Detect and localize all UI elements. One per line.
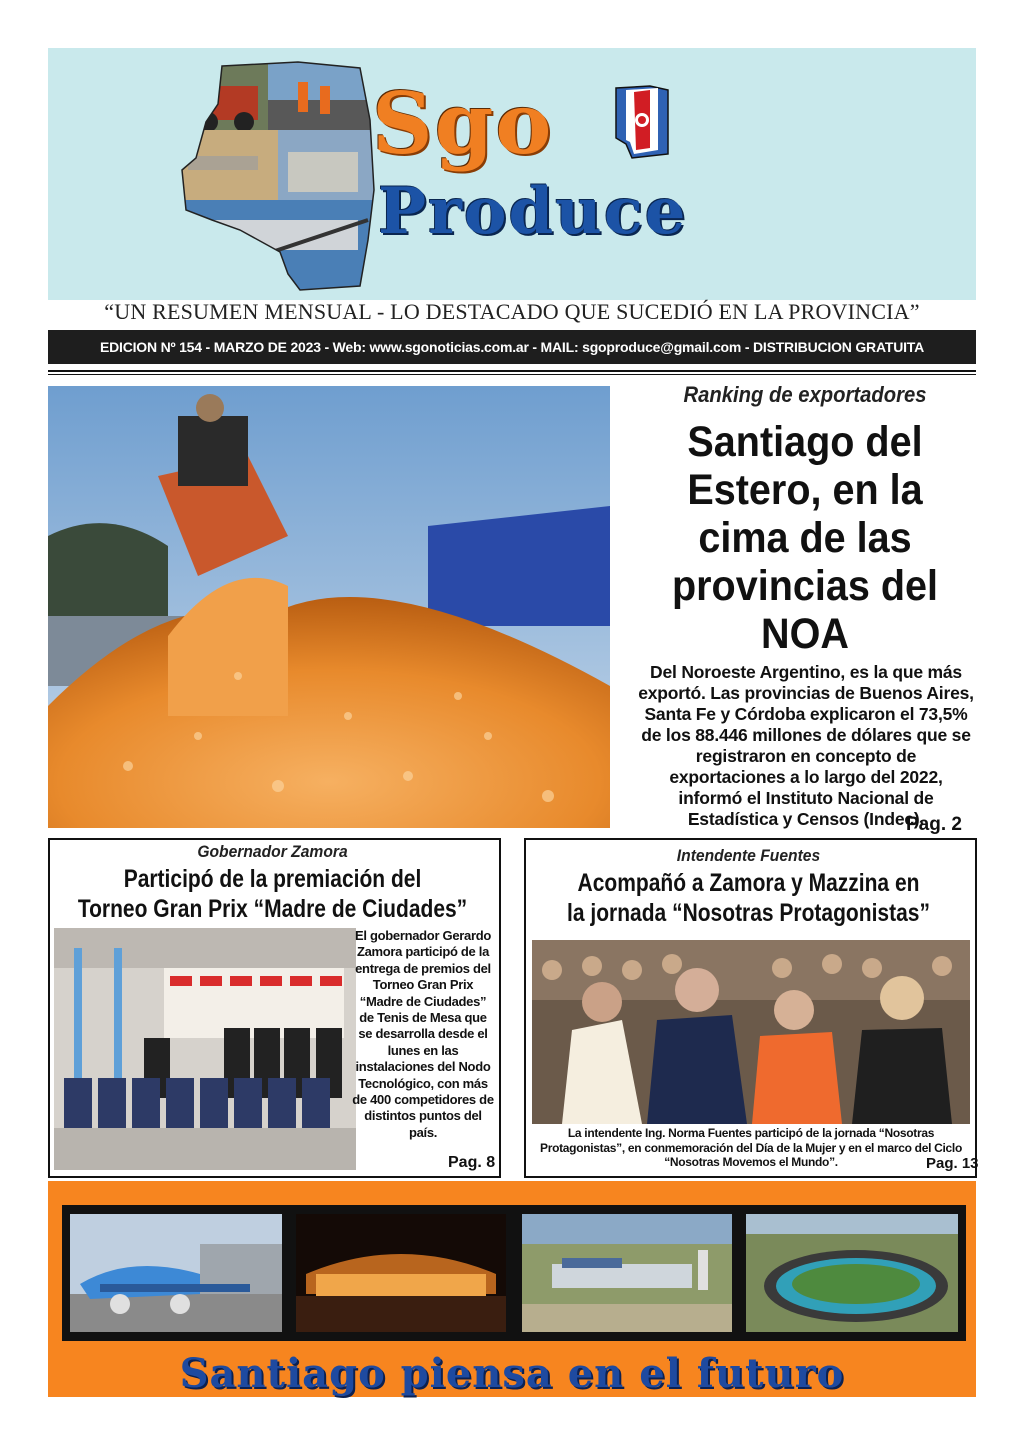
right-caption: La intendente Ing. Norma Fuentes participó de la jornada “Nosotras Protagonistas”, en conmemoración del Día de la Mujer y en el marco del Ciclo “Nosotras Movemos el Mundo”. [540, 1126, 962, 1169]
province-flag-icon [612, 84, 672, 160]
left-headline-line1[interactable]: Participó de la premiación del [123, 865, 422, 893]
lead-page-ref[interactable]: Pag. 2 [906, 814, 962, 835]
banner-photo-night-building[interactable] [296, 1214, 506, 1332]
edition-info-bar: EDICION Nº 154 - MARZO DE 2023 - Web: www.sgonoticias.com.ar - MAIL: sgoproduce@gmail.com - DISTRIBUCION GRATUITA [48, 330, 976, 364]
left-photo-table-tennis-award[interactable] [54, 928, 356, 1170]
banner-photo-airplane[interactable] [70, 1214, 282, 1332]
lead-kicker: Ranking de exportadores [683, 382, 927, 407]
right-headline-line1[interactable]: Acompañó a Zamora y Mazzina en [577, 869, 920, 897]
banner-title: Santiago piensa en el futuro [179, 1350, 845, 1397]
divider [48, 374, 976, 375]
right-kicker: Intendente Fuentes [676, 846, 821, 865]
left-body: El gobernador Gerardo Zamora participó de la entrega de premios del Torneo Gran Prix “Madre de Ciudades” de Tenis de Mesa que se desarrolla desde el lunes en las instalaciones del Nodo Tecnológico, con más de 400 competidores de distintos puntos del país. [352, 928, 494, 1140]
banner-photo-airport-aerial[interactable] [522, 1214, 732, 1332]
logo-sgo: Sgo [372, 74, 554, 173]
banner-photo-race-circuit[interactable] [746, 1214, 958, 1332]
divider [48, 370, 976, 372]
right-photo-event[interactable] [532, 940, 970, 1124]
right-page-ref[interactable]: Pag. 13 [926, 1155, 979, 1172]
province-map-collage [178, 60, 378, 292]
logo-produce: Produce [378, 174, 688, 249]
tagline: “UN RESUMEN MENSUAL - LO DESTACADO QUE SUCEDIÓ EN LA PROVINCIA” [104, 299, 920, 324]
lead-photo-corn-harvest[interactable] [48, 386, 610, 828]
left-headline-line2[interactable]: Torneo Gran Prix “Madre de Ciudades” [77, 895, 468, 923]
lead-headline[interactable]: Santiago del Estero, en la cima de las provincias del NOA [671, 418, 939, 658]
left-page-ref[interactable]: Pag. 8 [448, 1154, 496, 1171]
left-kicker: Gobernador Zamora [197, 842, 348, 861]
right-headline-line2[interactable]: la jornada “Nosotras Protagonistas” [567, 899, 930, 927]
lead-body: Del Noroeste Argentino, es la que más exportó. Las provincias de Buenos Aires, Santa Fe y Córdoba explicaron el 73,5% de los 88.446 millones de dólares que se registraron en concepto de exportaciones a lo largo del 2022, informó el Instituto Nacional de Estadística y Censos (Indec). [638, 662, 974, 829]
